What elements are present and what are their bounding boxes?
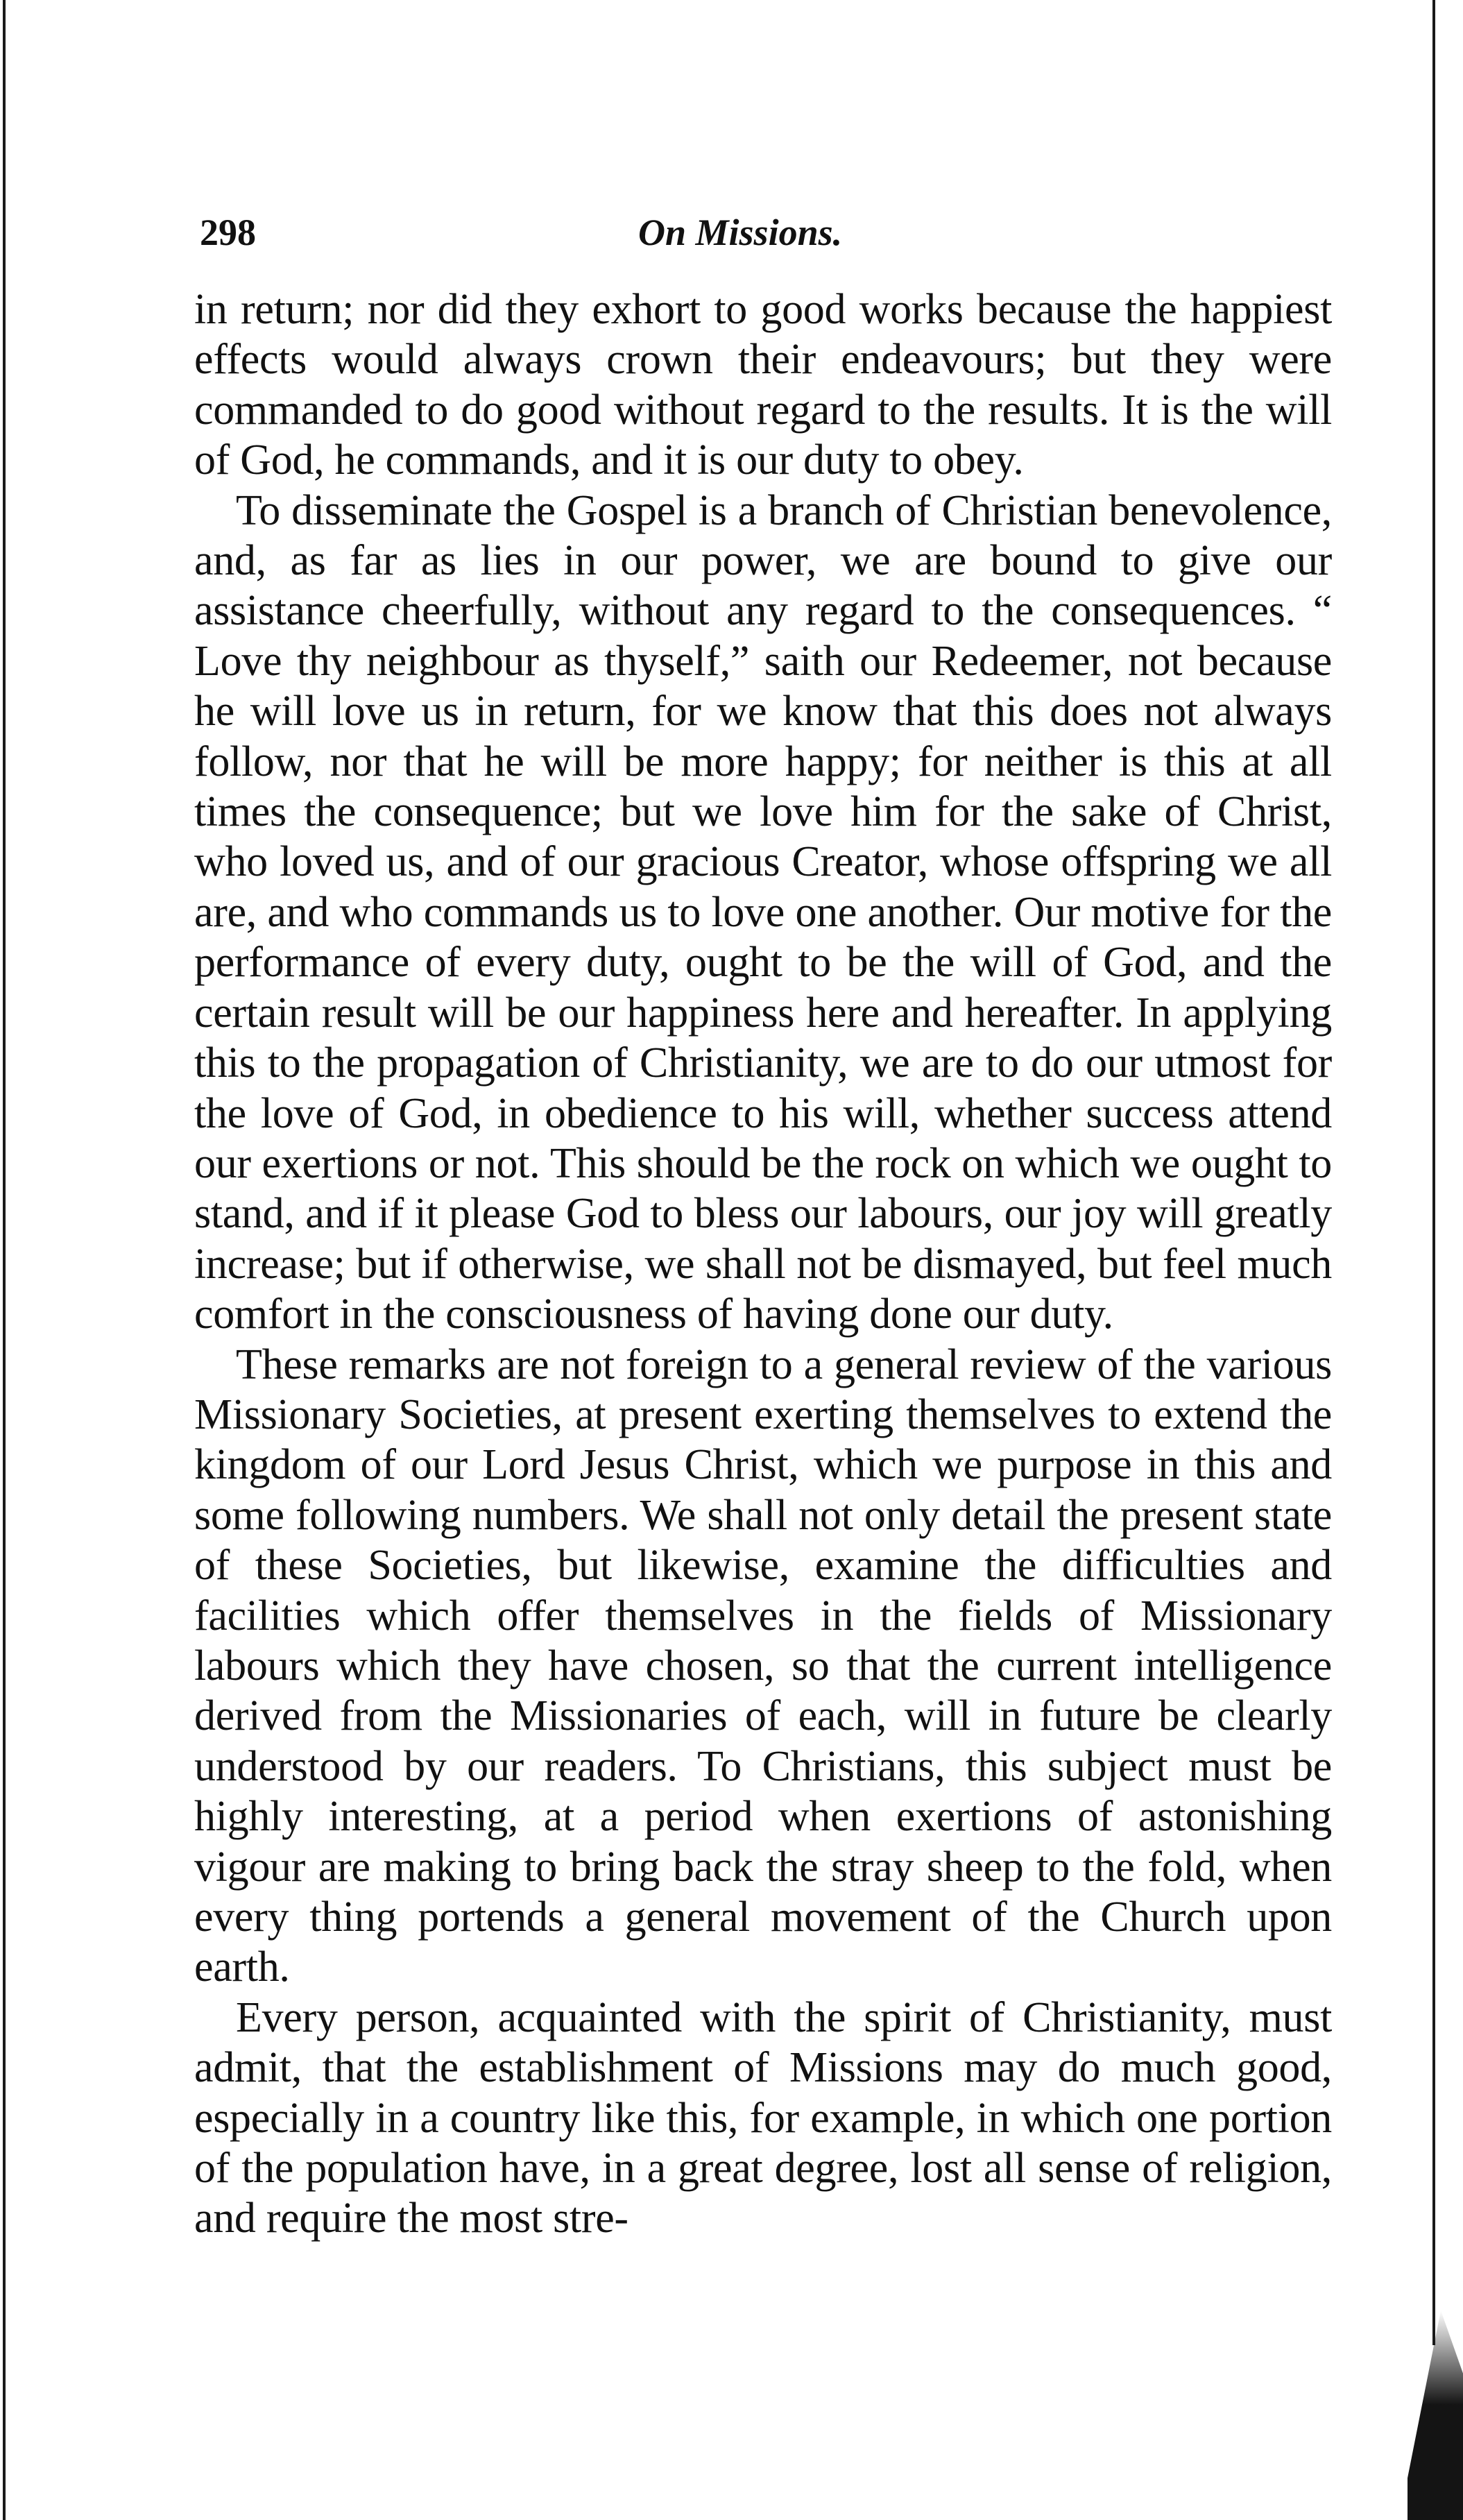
page-number: 298	[200, 212, 256, 253]
paragraph: These remarks are not foreign to a general review of the various Missionary Societies, at present exerting themselves to extend the kingdom of our Lord Jesus Christ, which we purpose in this and some following numbers. We shall not only detail the present state of these Societies, but likewise, examine the difficulties and facilities which offer themselves in the fields of Missionary labours which they have chosen, so that the current intelligence derived from the Missionaries of each, will in future be clearly understood by our readers. To Christians, this subject must be highly interesting, at a period when exertions of astonishing vigour are making to bring back the stray sheep to the fold, when every thing portends a general movement of the Church upon earth.	[194, 1340, 1332, 1991]
running-title: On Missions.	[638, 212, 843, 253]
binding-shadow	[1408, 2310, 1463, 2520]
book-page	[194, 208, 1332, 2244]
right-binding-edge	[1432, 0, 1435, 2345]
paragraph: To disseminate the Gospel is a branch of Christian benevolence, and, as far as lies in our power, we are bound to give our assistance cheerfully, without any regard to the consequences. “ Love thy neighbour as thyself,” saith our Redeemer, not because he will love us in return, for we know that this does not always follow, nor that he will be more happy; for neither is this at all times the consequence; but we love him for the sake of Christ, who loved us, and of our gracious Creator, whose offspring we all are, and who commands us to love one another. Our motive for the performance of every duty, ought to be the will of God, and the certain result will be our happiness here and hereafter. In applying this to the propagation of Christianity, we are to do our utmost for the love of God, in obedience to his will, whether success attend our exertions or not. This should be the rock on which we ought to stand, and if it please God to bless our labours, our joy will greatly increase; but if otherwise, we shall not be dismayed, but feel much comfort in the consciousness of having done our duty.	[194, 486, 1332, 1338]
paragraph-continuation: in return; nor did they exhort to good works because the happiest effects would always crown their endeavours; but they were commanded to do good without regard to the results. It is the will of God, he commands, and it is our duty to obey.	[194, 286, 1332, 484]
left-page-edge	[3, 0, 6, 2520]
page-header	[194, 208, 1332, 284]
paragraph: Every person, acquainted with the spirit of Christianity, must admit, that the establishment of Missions may do much good, especially in a country like this, for example, in which one portion of the population have, in a great degree, lost all sense of religion, and require the most stre-	[194, 1993, 1332, 2242]
body-text	[194, 284, 1332, 2244]
